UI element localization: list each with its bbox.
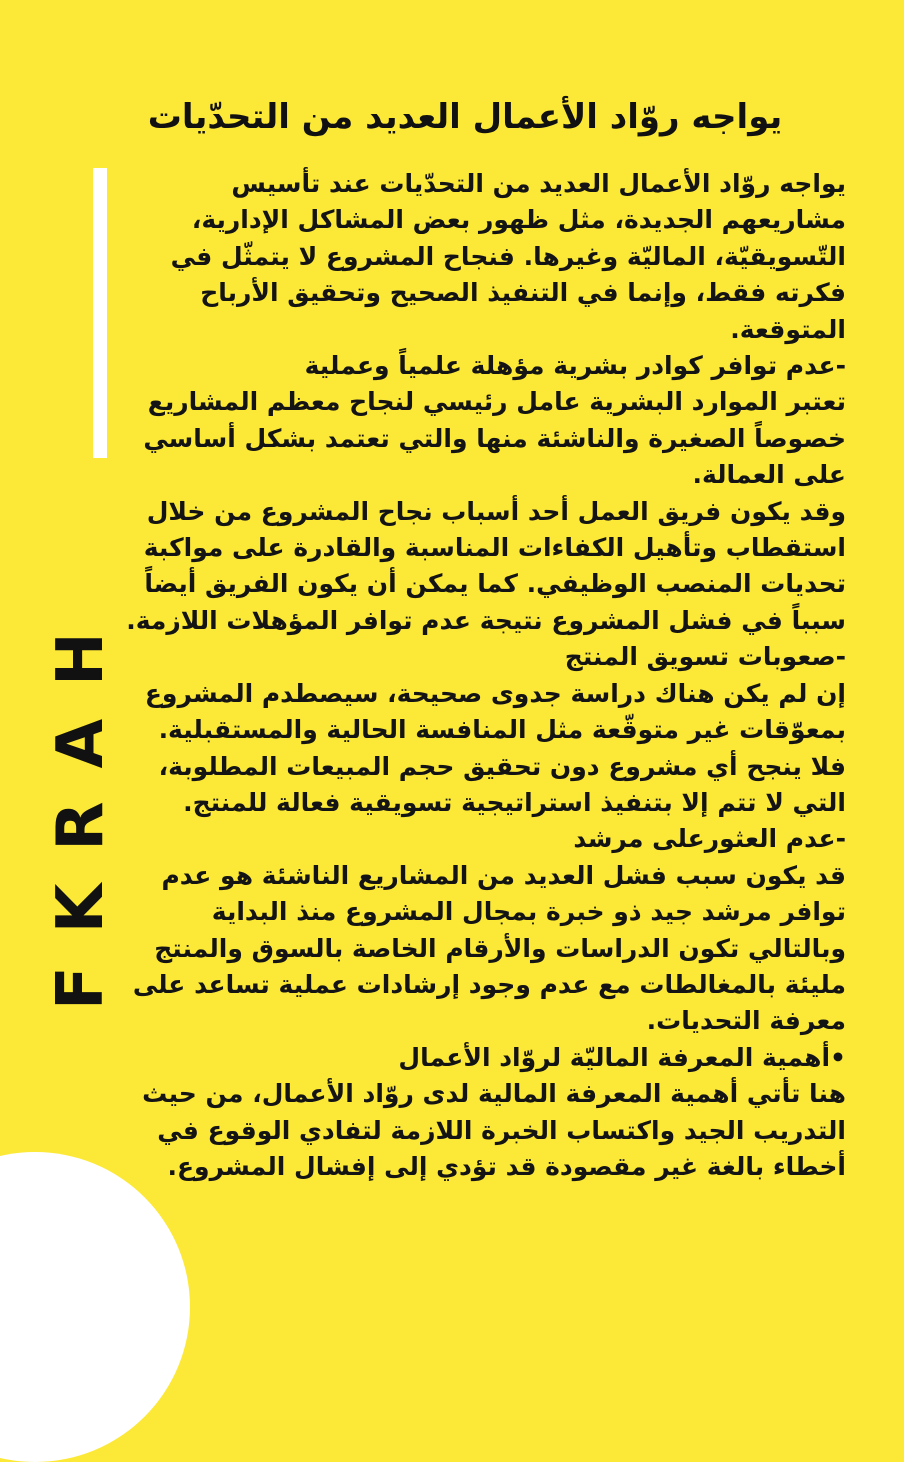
- brand-wordmark: FKRAH: [44, 599, 118, 1010]
- paragraph-team: وقد يكون فريق العمل أحد أسباب نجاح المشروع من خلال استقطاب وتأهيل الكفاءات المناسبة والقادرة على مواكبة تحديات المنصب الوظيفي. كما يمكن أن يكون الفريق أيضاً سبباً في فشل المشروع نتيجة عدم توافر المؤهلات اللازمة.: [126, 496, 846, 635]
- paragraph-human-resources: تعتبر الموارد البشرية عامل رئيسي لنجاح معظم المشاريع خصوصاً الصغيرة والناشئة منها والتي تعتمد بشكل أساسي على العمالة.: [143, 387, 846, 490]
- paragraph-financial-knowledge: هنا تأتي أهمية المعرفة المالية لدى روّاد الأعمال، من حيث التدريب الجيد واكتساب الخبرة اللازمة لتفادي الوقوع في أخطاء بالغة غير مقصودة قد تؤدي إلى إفشال المشروع.: [142, 1079, 846, 1181]
- section-heading-financial-knowledge: •أهمية المعرفة الماليّة لروّاد الأعمال: [398, 1042, 846, 1072]
- decorative-circle: [0, 1152, 190, 1462]
- section-heading-human-resources: -عدم توافر كوادر بشرية مؤهلة علمياً وعملية: [304, 351, 846, 381]
- article-body: [122, 166, 846, 1185]
- decorative-vertical-bar: [93, 168, 107, 458]
- section-heading-mentor: -عدم العثورعلى مرشد: [573, 824, 846, 854]
- section-heading-marketing: -صعوبات تسويق المنتج: [564, 642, 846, 672]
- paragraph-sales: فلا ينجح أي مشروع دون تحقيق حجم المبيعات المطلوبة، التي لا تتم إلا بتنفيذ استراتيجية تسويقية فعالة للمنتج.: [158, 751, 846, 817]
- page-title: يواجه روّاد الأعمال العديد من التحدّيات: [147, 96, 783, 137]
- paragraph-mentor: قد يكون سبب فشل العديد من المشاريع الناشئة هو عدم توافر مرشد جيد ذو خبرة بمجال المشروع منذ البداية وبالتالي تكون الدراسات والأرقام الخاصة بالسوق والمنتج مليئة بالمغالطات مع عدم وجود إرشادات عملية تساعد على معرفة التحديات.: [132, 860, 846, 1036]
- intro-paragraph: يواجه روّاد الأعمال العديد من التحدّيات عند تأسيس مشاريعهم الجديدة، مثل ظهور بعض المشاكل الإدارية، التّسويقيّة، الماليّة وغيرها. فنجاح المشروع لا يتمثّل في فكرته فقط، وإنما في التنفيذ الصحيح وتحقيق الأرباح المتوقعة.: [170, 169, 846, 344]
- paragraph-feasibility: إن لم يكن هناك دراسة جدوى صحيحة، سيصطدم المشروع بمعوّقات غير متوقّعة مثل المنافسة الحالية والمستقبلية.: [144, 678, 846, 745]
